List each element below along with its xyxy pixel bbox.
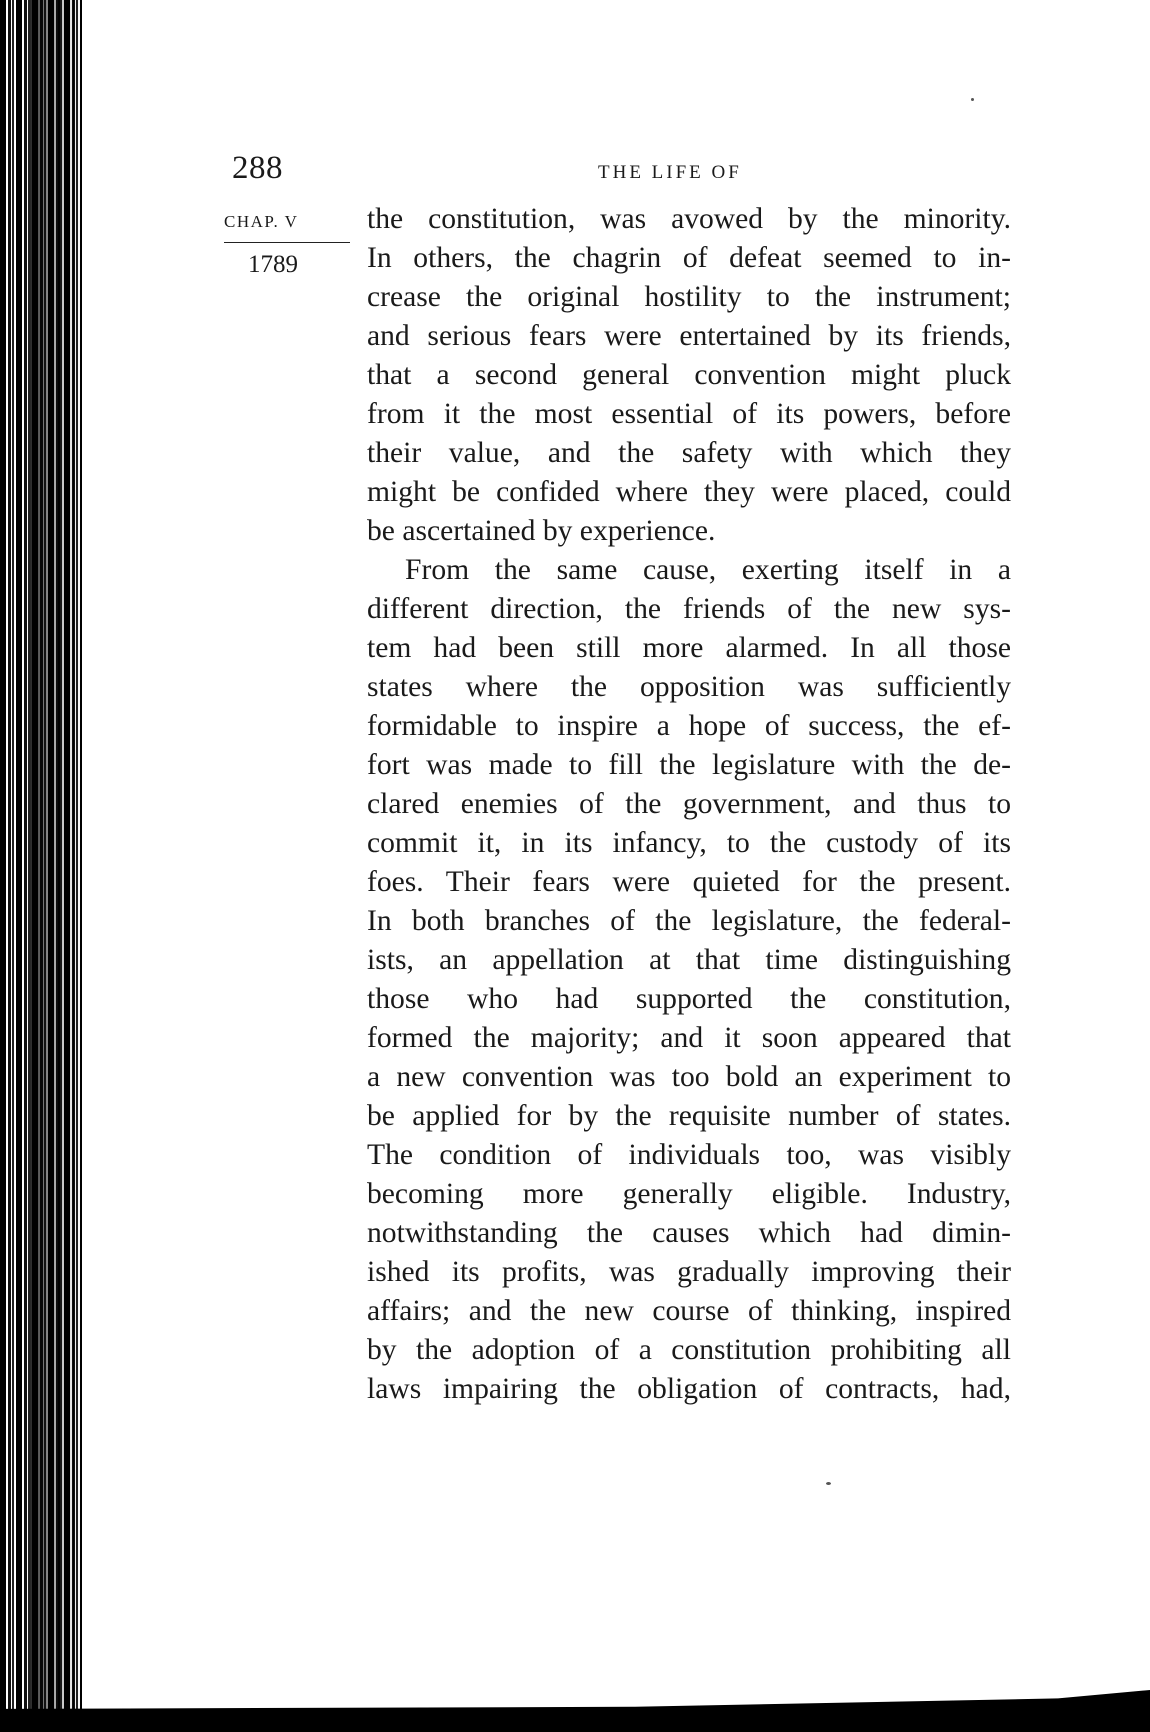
text-line: laws impairing the obligation of contracts, had,	[367, 1373, 1011, 1405]
text-line: states where the opposition was sufficiently	[367, 671, 1011, 703]
text-line: commit it, in its infancy, to the custody of its	[367, 827, 1011, 859]
scan-bottom-edge	[0, 1690, 1150, 1732]
text-line: their value, and the safety with which they	[367, 437, 1011, 469]
chapter-label: CHAP. V	[224, 212, 350, 243]
text-line: crease the original hostility to the instrument;	[367, 281, 1011, 313]
text-line: the constitution, was avowed by the minority.	[367, 203, 1011, 235]
text-line: In both branches of the legislature, the federal-	[367, 905, 1011, 937]
text-line: foes. Their fears were quieted for the present.	[367, 866, 1011, 898]
text-line: might be confided where they were placed, could	[367, 476, 1011, 508]
text-line: affairs; and the new course of thinking, inspired	[367, 1295, 1011, 1327]
body-text	[367, 200, 1011, 1409]
paragraph-start-line: From the same cause, exerting itself in a	[405, 554, 1011, 586]
text-line: by the adoption of a constitution prohibiting all	[367, 1334, 1011, 1366]
text-line: be applied for by the requisite number of states.	[367, 1100, 1011, 1132]
page-number: 288	[232, 150, 283, 186]
scan-speck	[971, 98, 974, 101]
running-title: THE LIFE OF	[598, 162, 742, 183]
text-line: clared enemies of the government, and thus to	[367, 788, 1011, 820]
text-line: ished its profits, was gradually improving their	[367, 1256, 1011, 1288]
running-head	[232, 150, 1020, 198]
gutter-line	[66, 0, 68, 1732]
text-line: that a second general convention might pluck	[367, 359, 1011, 391]
text-line: those who had supported the constitution,	[367, 983, 1011, 1015]
text-line: be ascertained by experience.	[367, 515, 716, 547]
text-line: The condition of individuals too, was visibly	[367, 1139, 1011, 1171]
gutter-line	[58, 0, 60, 1732]
text-line: from it the most essential of its powers, before	[367, 398, 1011, 430]
text-line: formidable to inspire a hope of success, the ef-	[367, 710, 1011, 742]
text-line: tem had been still more alarmed. In all those	[367, 632, 1011, 664]
gutter-line	[48, 0, 50, 1732]
text-line: ists, an appellation at that time distinguishing	[367, 944, 1011, 976]
text-line: and serious fears were entertained by its friends,	[367, 320, 1011, 352]
year-label: 1789	[248, 251, 298, 278]
gutter-shadow	[30, 0, 82, 1732]
text-line: becoming more generally eligible. Industry,	[367, 1178, 1011, 1210]
text-line: formed the majority; and it soon appeared that	[367, 1022, 1011, 1054]
text-line: different direction, the friends of the new sys-	[367, 593, 1011, 625]
text-line: a new convention was too bold an experiment to	[367, 1061, 1011, 1093]
gutter-line	[73, 0, 74, 1732]
text-line: In others, the chagrin of defeat seemed to in-	[367, 242, 1011, 274]
text-line: fort was made to fill the legislature with the de-	[367, 749, 1011, 781]
margin-sidenote	[224, 212, 354, 279]
text-line: notwithstanding the causes which had dimin-	[367, 1217, 1011, 1249]
scan-speck	[826, 1482, 831, 1485]
